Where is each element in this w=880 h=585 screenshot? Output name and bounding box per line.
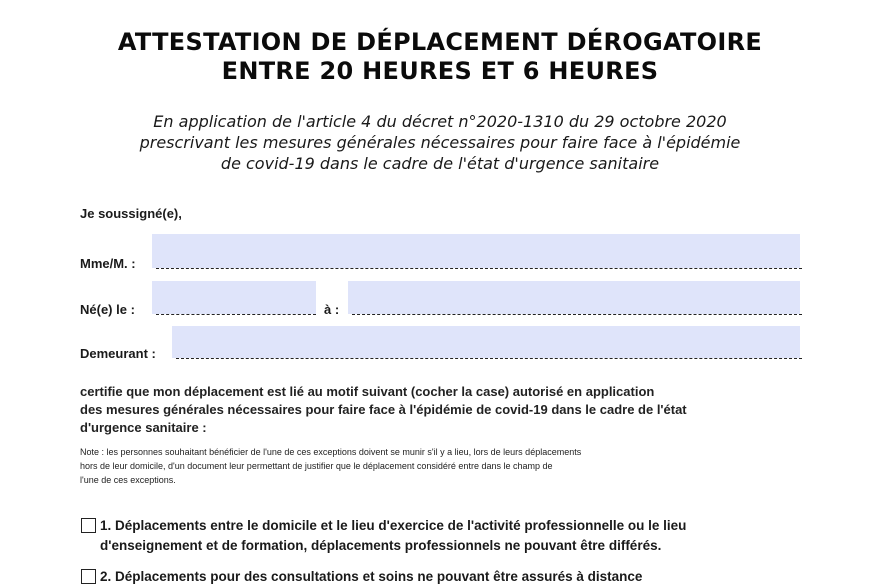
decree-reference-line-3: de covid-19 dans le cadre de l'état d'urgence sanitaire [220,154,660,173]
decree-reference-line-2: prescrivant les mesures générales nécessaires pour faire face à l'épidémie [139,133,741,152]
birth-date-underline [156,314,316,315]
birth-place-field[interactable] [348,281,800,314]
intro-label: Je soussigné(e), [80,206,182,221]
document-title-line-2: ENTRE 20 HEURES ET 6 HEURES [221,57,659,85]
name-label: Mme/M. : [80,256,136,271]
option-1-text-line-2: d'enseignement et de formation, déplacements professionnels ne pouvant être différés. [100,538,662,553]
address-field[interactable] [172,326,800,358]
option-2-checkbox[interactable] [81,569,96,584]
address-underline [176,358,802,359]
note-text-line-2: hors de leur domicile, d'un document leur permettant de justifier que le déplacement considéré entre dans le champ de [80,461,553,471]
decree-reference-line-1: En application de l'article 4 du décret n°2020-1310 du 29 octobre 2020 [153,112,727,131]
option-1-checkbox[interactable] [81,518,96,533]
name-field[interactable] [152,234,800,268]
birth-place-label: à : [324,302,340,317]
name-underline [156,268,802,269]
certify-text-line-2: des mesures générales nécessaires pour faire face à l'épidémie de covid-19 dans le cadre de l'état [80,402,687,417]
option-2-text-line-1: 2. Déplacements pour des consultations et soins ne pouvant être assurés à distance [100,569,643,584]
birth-date-label: Né(e) le : [80,302,135,317]
note-text-line-3: l'une de ces exceptions. [80,475,176,485]
address-label: Demeurant : [80,346,156,361]
birth-date-field[interactable] [152,281,316,314]
certify-text-line-3: d'urgence sanitaire : [80,420,207,435]
note-text-line-1: Note : les personnes souhaitant bénéficier de l'une de ces exceptions doivent se munir s'il y a lieu, lors de leurs déplacements [80,447,582,457]
birth-place-underline [352,314,802,315]
document-title-line-1: ATTESTATION DE DÉPLACEMENT DÉROGATOIRE [117,28,763,56]
certify-text-line-1: certifie que mon déplacement est lié au motif suivant (cocher la case) autorisé en application [80,384,655,399]
option-1-text-line-1: 1. Déplacements entre le domicile et le lieu d'exercice de l'activité professionnelle ou le lieu [100,518,687,533]
